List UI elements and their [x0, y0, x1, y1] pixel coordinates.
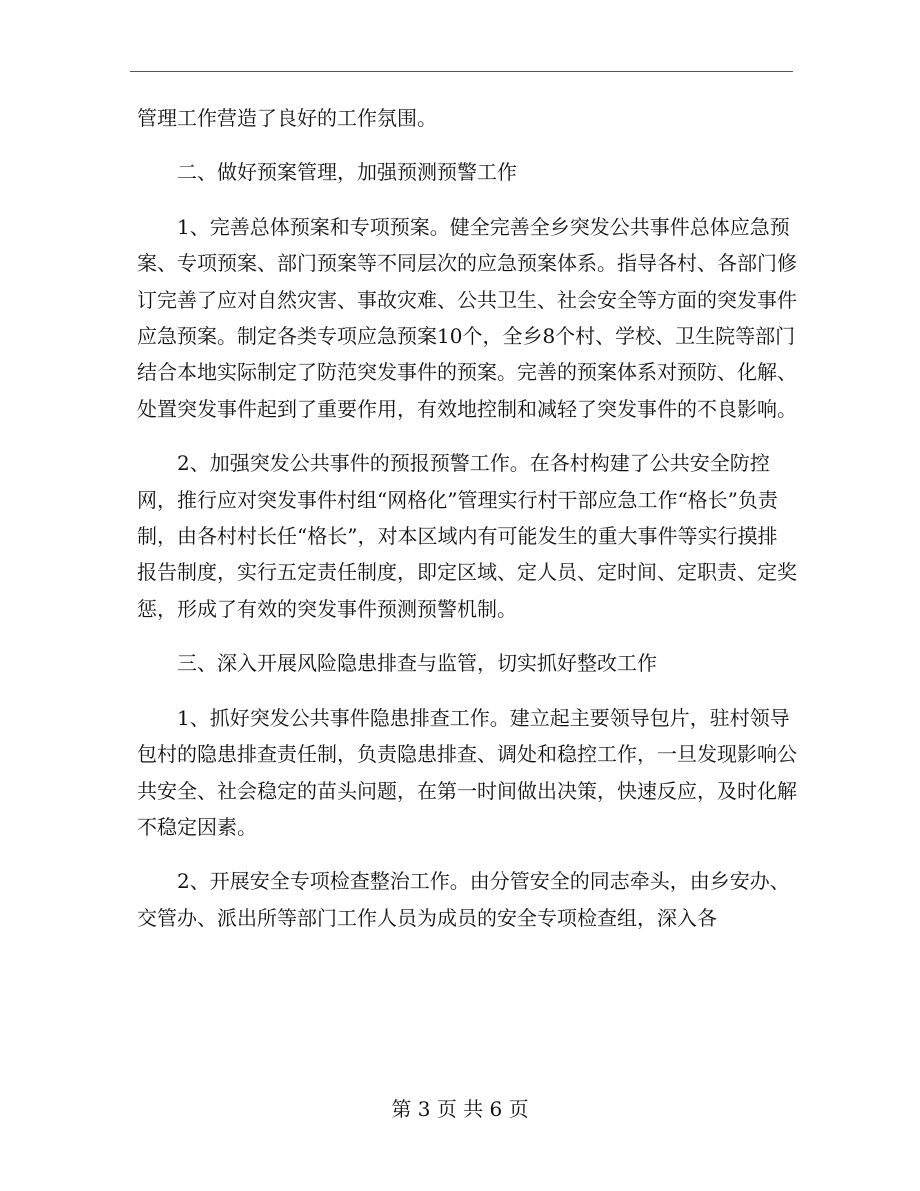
- header-rule: [130, 71, 793, 72]
- section-heading: 三、深入开展风险隐患排查与监管，切实抓好整改工作: [177, 651, 657, 676]
- paragraph: 2、开展安全专项检查整治工作。由分管安全的同志牵头，由乡安办、交管办、派出所等部门工作人员为成员的安全专项检查组，深入各: [137, 869, 790, 930]
- paragraph: 1、抓好突发公共事件隐患排查工作。建立起主要领导包片，驻村领导包村的隐患排查责任制，负责隐患排查、调处和稳控工作，一旦发现影响公共安全、社会稳定的苗头问题，在第一时间做出决策，快速反应，及时化解不稳定因素。: [137, 705, 797, 839]
- paragraph: 2、加强突发公共事件的预报预警工作。在各村构建了公共安全防控网，推行应对突发事件村组“网格化”管理实行村干部应急工作“格长”负责制，由各村村长任“格长”，对本区域内有可能发生的重大事件等实行摸排报告制度，实行五定责任制度，即定区域、定人员、定时间、定职责、定奖惩，形成了有效的突发事件预测预警机制。: [137, 451, 797, 621]
- document-body: [137, 100, 797, 936]
- page-number-footer: 第 3 页 共 6 页: [391, 1097, 529, 1121]
- section-heading: 二、做好预案管理，加强预测预警工作: [177, 160, 517, 185]
- paragraph: 管理工作营造了良好的工作氛围。: [137, 106, 437, 130]
- paragraph: 1、完善总体预案和专项预案。健全完善全乡突发公共事件总体应急预案、专项预案、部门预案等不同层次的应急预案体系。指导各村、各部门修订完善了应对自然灾害、事故灾难、公共卫生、社会安全等方面的突发事件应急预案。制定各类专项应急预案10个，全乡8个村、学校、卫生院等部门结合本地实际制定了防范突发事件的预案。完善的预案体系对预防、化解、处置突发事件起到了重要作用，有效地控制和减轻了突发事件的不良影响。: [137, 214, 797, 421]
